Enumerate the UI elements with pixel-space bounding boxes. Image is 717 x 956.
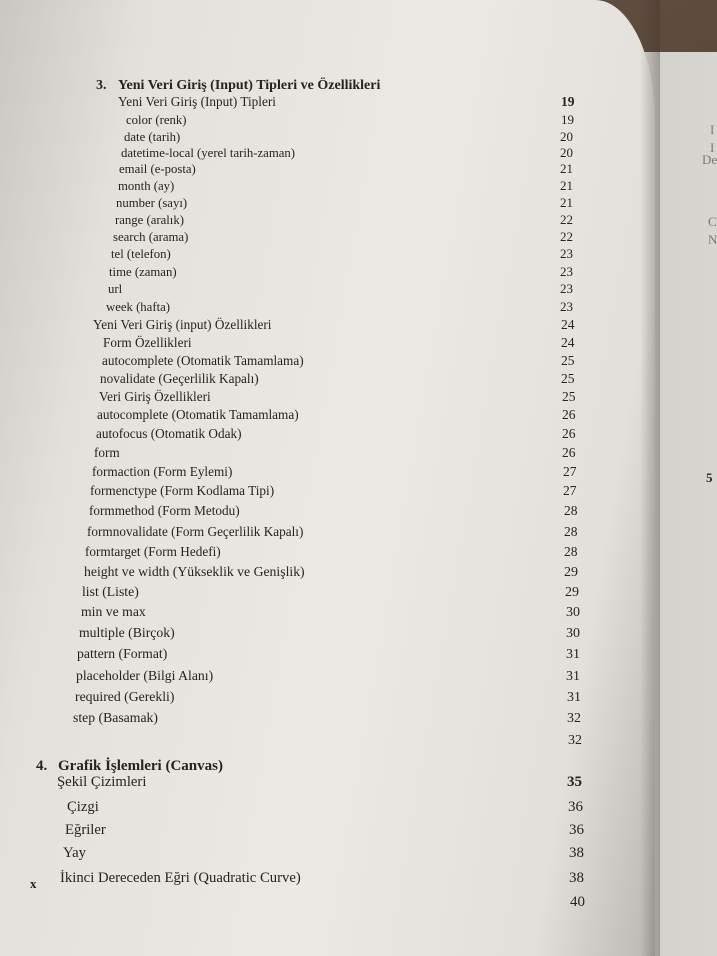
toc-entry-label: url bbox=[108, 281, 123, 296]
toc-entry-page-number: 26 bbox=[562, 426, 576, 441]
toc-entry-page-number: 35 bbox=[567, 774, 582, 790]
toc-entry-label: Şekil Çizimleri bbox=[57, 774, 147, 790]
toc-entry-label: novalidate (Geçerlilik Kapalı) bbox=[100, 371, 259, 386]
toc-entry-label: formaction (Form Eylemi) bbox=[92, 464, 233, 479]
toc-entry-label: list (Liste) bbox=[82, 585, 139, 600]
toc-entry-page-number: 24 bbox=[561, 317, 575, 332]
toc-entry[interactable] bbox=[0, 772, 655, 792]
toc-entry[interactable] bbox=[0, 244, 655, 264]
toc-entry[interactable] bbox=[0, 369, 655, 389]
toc-entry[interactable] bbox=[0, 583, 655, 603]
toc-entry-page-number: 28 bbox=[564, 524, 578, 539]
toc-entry-label: placeholder (Bilgi Alanı) bbox=[76, 669, 214, 684]
toc-entry-page-number: 31 bbox=[566, 647, 580, 662]
toc-entry-page-number: 38 bbox=[569, 870, 584, 886]
toc-entry[interactable] bbox=[0, 868, 655, 888]
toc-entry-label: autocomplete (Otomatik Tamamlama) bbox=[97, 407, 299, 422]
toc-entry-page-number: 26 bbox=[562, 445, 576, 460]
toc-entry-page-number: 40 bbox=[570, 894, 585, 910]
toc-entry-page-number: 20 bbox=[560, 145, 573, 160]
toc-entry-label: Yeni Veri Giriş (input) Özellikleri bbox=[93, 317, 272, 332]
toc-entry-page-number: 30 bbox=[566, 605, 580, 620]
toc-entry[interactable] bbox=[0, 443, 655, 463]
toc-entry-label: formnovalidate (Form Geçerlilik Kapalı) bbox=[87, 524, 304, 539]
toc-entry[interactable] bbox=[0, 563, 655, 583]
toc-entry-page-number: 31 bbox=[567, 690, 581, 705]
toc-entry-label: multiple (Birçok) bbox=[79, 626, 175, 641]
toc-entry-page-number: 29 bbox=[565, 585, 579, 600]
toc-entry[interactable] bbox=[0, 315, 655, 335]
toc-entry-page-number: 23 bbox=[560, 281, 573, 296]
toc-entry-label: email (e-posta) bbox=[119, 161, 196, 176]
toc-entry[interactable] bbox=[0, 603, 655, 623]
facing-page-letter: I bbox=[710, 140, 715, 155]
toc-entry-page-number: 27 bbox=[563, 464, 577, 479]
toc-entry-page-number: 32 bbox=[567, 711, 581, 726]
toc-entry-page-number: 23 bbox=[560, 299, 573, 314]
toc-entry[interactable] bbox=[0, 424, 655, 444]
toc-entry-label: search (arama) bbox=[113, 229, 189, 244]
toc-entry[interactable] bbox=[0, 387, 655, 407]
toc-entry[interactable] bbox=[0, 481, 655, 501]
toc-entry-page-number: 26 bbox=[562, 407, 576, 422]
toc-entry-label: formenctype (Form Kodlama Tipi) bbox=[90, 483, 275, 498]
toc-entry[interactable] bbox=[0, 731, 655, 751]
section-title: Yeni Veri Giriş (Input) Tipleri ve Özellikleri bbox=[118, 78, 381, 93]
toc-entry-page-number: 21 bbox=[560, 195, 573, 210]
toc-entry[interactable] bbox=[0, 333, 655, 353]
toc-entry-label: Çizgi bbox=[67, 799, 99, 815]
toc-entry[interactable] bbox=[0, 462, 655, 482]
toc-entry-label: İkinci Dereceden Eğri (Quadratic Curve) bbox=[60, 870, 301, 886]
facing-page-letter: De bbox=[702, 152, 717, 167]
toc-entry-page-number: 25 bbox=[562, 389, 576, 404]
toc-entry-page-number: 22 bbox=[560, 229, 573, 244]
toc-entry-label: color (renk) bbox=[126, 112, 187, 127]
facing-page-letter: C bbox=[708, 214, 717, 229]
toc-entry-label: date (tarih) bbox=[124, 129, 181, 144]
toc-entry-page-number: 32 bbox=[568, 733, 582, 748]
toc-entry[interactable] bbox=[0, 667, 655, 687]
toc-entry[interactable] bbox=[0, 892, 655, 912]
toc-entry-label: pattern (Format) bbox=[77, 647, 168, 662]
section-number: 4. bbox=[36, 758, 48, 774]
toc-entry-page-number: 23 bbox=[560, 246, 573, 261]
section-title: Grafik İşlemleri (Canvas) bbox=[58, 758, 223, 774]
toc-entry-label: range (aralık) bbox=[115, 212, 184, 227]
toc-entry[interactable] bbox=[0, 688, 655, 708]
toc-entry-label: autocomplete (Otomatik Tamamlama) bbox=[102, 353, 304, 368]
toc-entry-label: Yay bbox=[63, 845, 87, 861]
toc-entry[interactable] bbox=[0, 279, 655, 299]
toc-entry-label: step (Basamak) bbox=[73, 711, 158, 726]
toc-entry-label: month (ay) bbox=[118, 178, 175, 193]
toc-entry-page-number: 21 bbox=[560, 178, 573, 193]
toc-entry-label: Yeni Veri Giriş (Input) Tipleri bbox=[118, 94, 276, 109]
toc-entry-page-number: 22 bbox=[560, 212, 573, 227]
toc-entry[interactable] bbox=[0, 522, 655, 542]
toc-entry-label: Eğriler bbox=[65, 822, 106, 838]
toc-entry-label: height ve width (Yükseklik ve Genişlik) bbox=[84, 565, 305, 580]
toc-entry-label: formtarget (Form Hedefi) bbox=[85, 544, 221, 559]
toc-entry[interactable] bbox=[0, 542, 655, 562]
toc-entry-label: time (zaman) bbox=[109, 264, 177, 279]
toc-entry[interactable] bbox=[0, 843, 655, 863]
toc-entry-label: min ve max bbox=[81, 605, 146, 620]
toc-entry[interactable] bbox=[0, 405, 655, 425]
toc-entry-label: formmethod (Form Metodu) bbox=[89, 503, 240, 518]
toc-entry-page-number: 23 bbox=[560, 264, 573, 279]
toc-entry-label: required (Gerekli) bbox=[75, 690, 175, 705]
toc-entry-page-number: 29 bbox=[564, 565, 578, 580]
toc-entry-page-number: 19 bbox=[561, 94, 575, 109]
toc-entry-page-number: 27 bbox=[563, 483, 577, 498]
toc-entry-page-number: 31 bbox=[566, 669, 580, 684]
toc-entry[interactable] bbox=[0, 624, 655, 644]
toc-entry-page-number: 30 bbox=[566, 626, 580, 641]
facing-page-letter: 5 bbox=[706, 470, 713, 485]
toc-entry[interactable] bbox=[0, 709, 655, 729]
toc-entry-page-number: 36 bbox=[568, 799, 583, 815]
toc-entry-label: Form Özellikleri bbox=[103, 335, 192, 350]
toc-entry-page-number: 36 bbox=[569, 822, 584, 838]
toc-entry[interactable] bbox=[0, 92, 655, 112]
toc-entry-label: week (hafta) bbox=[106, 299, 171, 314]
toc-entry-page-number: 25 bbox=[561, 353, 575, 368]
toc-entry-page-number: 28 bbox=[564, 544, 578, 559]
toc-entry-label: Veri Giriş Özellikleri bbox=[99, 389, 211, 404]
toc-entry-page-number: 21 bbox=[560, 161, 573, 176]
toc-entry[interactable] bbox=[0, 820, 655, 840]
toc-entry[interactable] bbox=[0, 501, 655, 521]
toc-entry-label: tel (telefon) bbox=[111, 246, 171, 261]
facing-page-letter: I bbox=[710, 122, 715, 137]
toc-entry[interactable] bbox=[0, 351, 655, 371]
toc-entry-label: datetime-local (yerel tarih-zaman) bbox=[121, 145, 296, 160]
facing-page-letter: N bbox=[708, 232, 717, 247]
toc-entry-page-number: 25 bbox=[561, 371, 575, 386]
toc-entry-page-number: 24 bbox=[561, 335, 575, 350]
toc-entry[interactable] bbox=[0, 297, 655, 317]
toc-entry-page-number: 38 bbox=[569, 845, 584, 861]
toc-entry-page-number: 28 bbox=[564, 503, 578, 518]
toc-entry[interactable] bbox=[0, 797, 655, 817]
toc-entry-page-number: 20 bbox=[560, 129, 573, 144]
toc-entry-label: autofocus (Otomatik Odak) bbox=[96, 426, 242, 441]
page-number-marker: x bbox=[30, 876, 37, 891]
section-number: 3. bbox=[96, 78, 107, 93]
toc-entry-page-number: 19 bbox=[561, 112, 574, 127]
toc-entry-label: form bbox=[94, 445, 120, 460]
toc-entry[interactable] bbox=[0, 645, 655, 665]
toc-entry-label: number (sayı) bbox=[116, 195, 188, 210]
